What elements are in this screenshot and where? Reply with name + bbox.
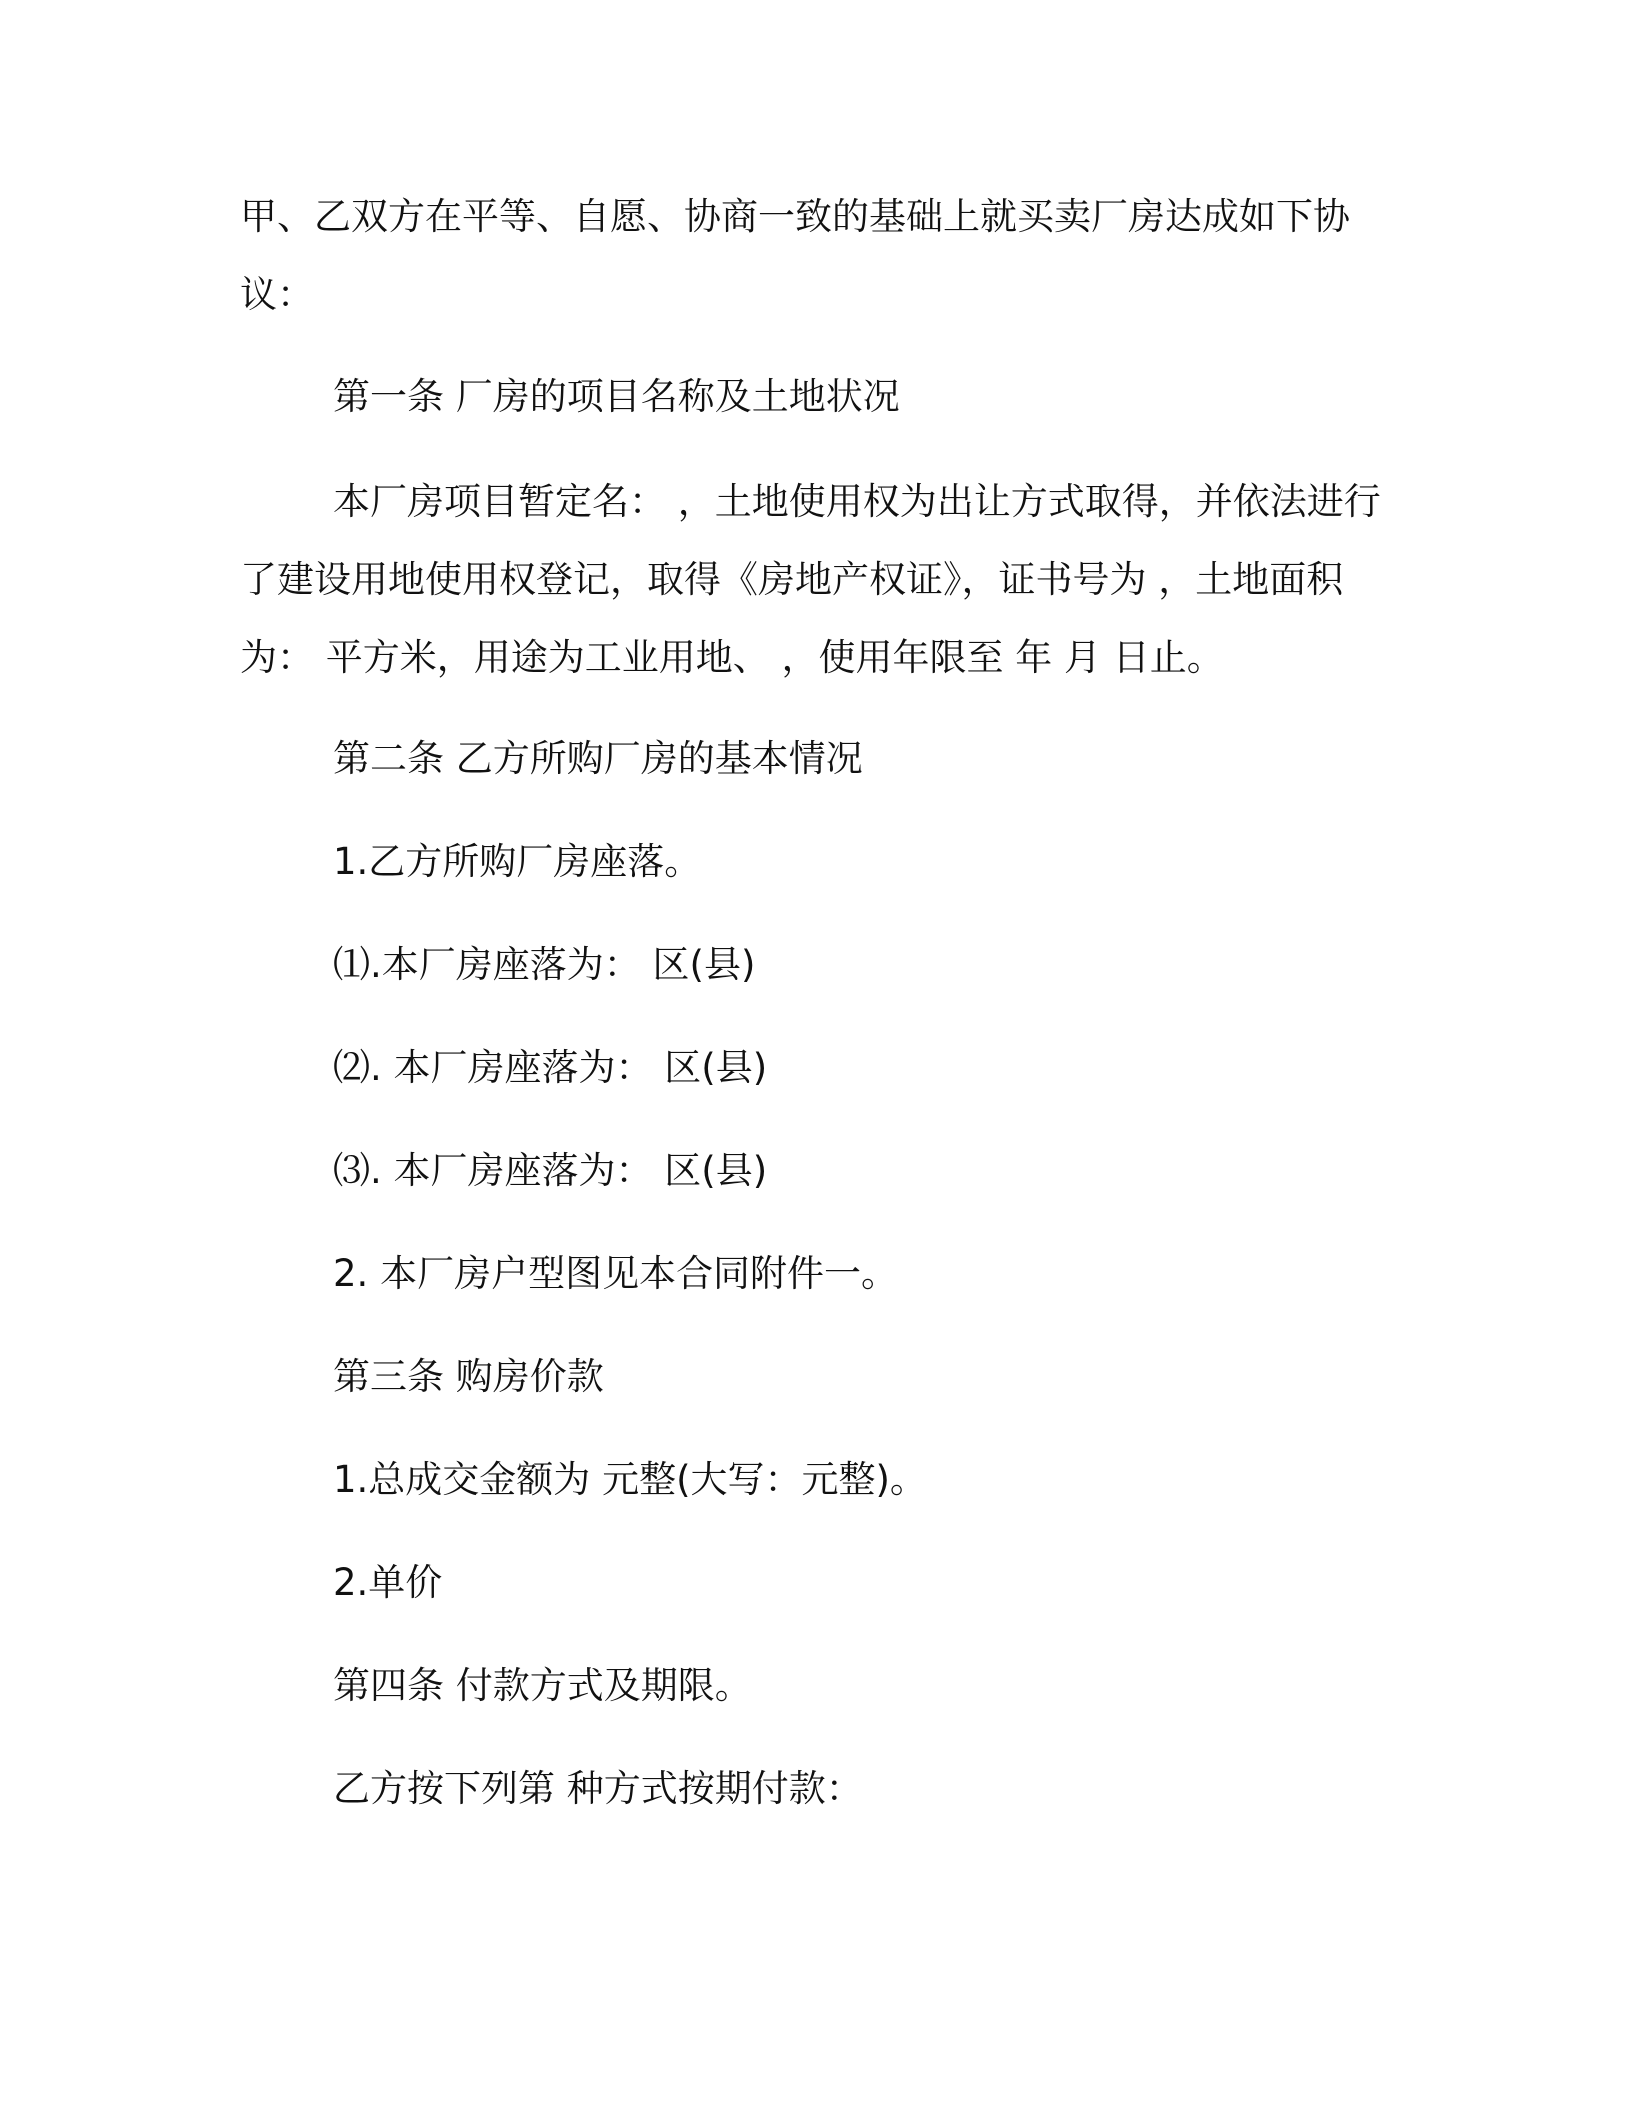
article-3-item-2: 2.单价 [333,1561,443,1604]
article-3-heading: 第三条 购房价款 [333,1355,604,1398]
article-4-heading: 第四条 付款方式及期限。 [333,1664,752,1707]
article-2-item-2: 2. 本厂房户型图见本合同附件一。 [333,1252,899,1295]
article-2-heading: 第二条 乙方所购厂房的基本情况 [333,737,863,780]
article-2-subitem-3: ⑶. 本厂房座落为： 区(县) [333,1149,768,1192]
intro-paragraph: 甲、乙双方在平等、自愿、协商一致的基础上就买卖厂房达成如下协议： [240,195,1350,316]
article-1-body: 本厂房项目暂定名： ，土地使用权为出让方式取得，并依法进行了建设用地使用权登记，取得《房地产权证》，证书号为 ，土地面积为： 平方米，用途为工业用地、 ，使用年限至 年 月 日止。 [240,480,1381,679]
article-2-subitem-1: ⑴.本厂房座落为： 区(县) [333,943,756,986]
article-3-item-1: 1.总成交金额为 元整(大写：元整)。 [333,1458,927,1501]
article-2-subitem-2: ⑵. 本厂房座落为： 区(县) [333,1046,768,1089]
article-1-heading: 第一条 厂房的项目名称及土地状况 [333,375,900,418]
article-2-item-1: 1.乙方所购厂房座落。 [333,840,702,883]
article-4-body: 乙方按下列第 种方式按期付款： [333,1767,863,1810]
